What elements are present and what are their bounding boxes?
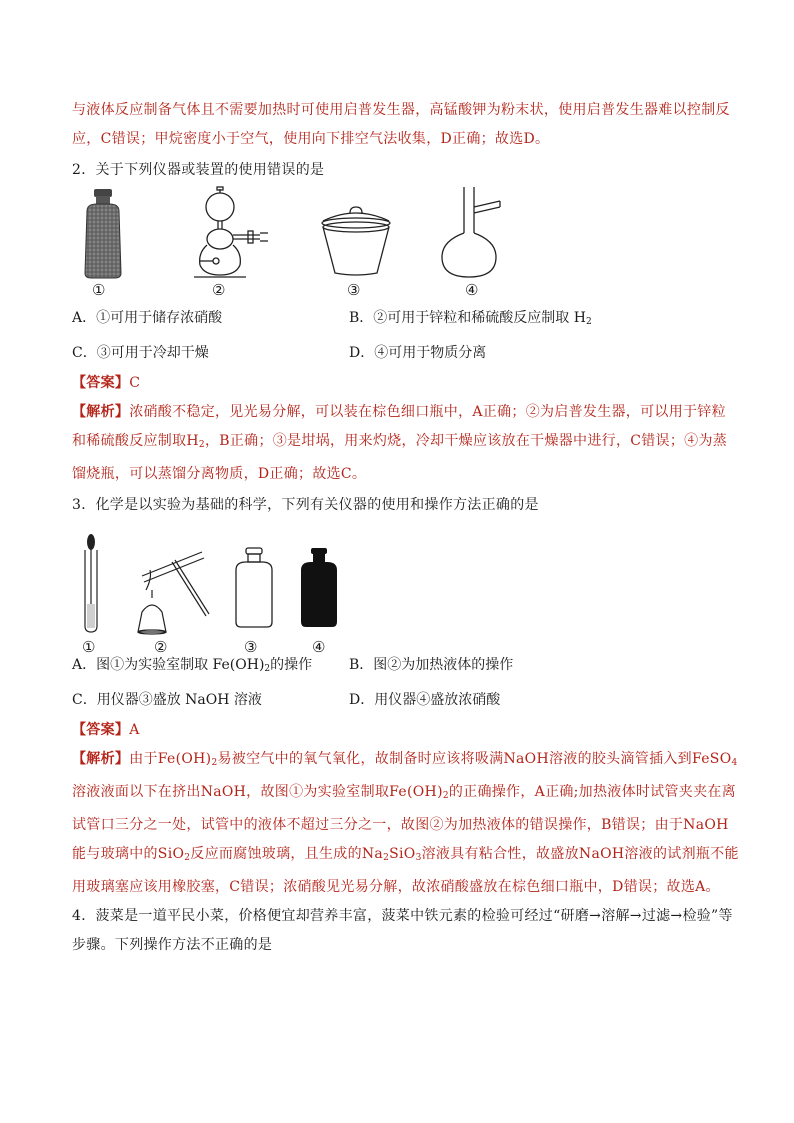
q3-stem: 3．化学是以实验为基础的科学，下列有关仪器的使用和操作方法正确的是: [72, 497, 539, 513]
q3-option-a: A．图①为实验室制取 $Fe(OH)_2$的操作: [72, 657, 313, 674]
test-tube-dropper-icon: [80, 534, 104, 634]
q3-analysis-line-4: 能与玻璃中的SiO$_2$反应而腐蚀玻璃，且生成的$Na_2SiO_3$溶液具有粘合性，故盛放NaOH溶液的试剂瓶不能: [72, 846, 739, 863]
q4-stem-line-1: 4．菠菜是一道平民小菜，价格便宜却营养丰富，菠菜中铁元素的检验可经过“研磨→溶解→过滤→检验”等: [72, 908, 733, 924]
crucible-icon: [317, 207, 395, 277]
q3-fig-label-2: ②: [154, 638, 168, 656]
q3-figures: [72, 520, 722, 656]
clear-bottle-icon: [232, 548, 276, 628]
intro-line-2: 应，C错误；甲烷密度小于空气，使用向下排空气法收集，D正确；故选D。: [72, 131, 550, 147]
reagent-bottle-icon: [77, 189, 129, 279]
q3-analysis-line-3: 试管口三分之一处，试管中的液体不超过三分之一，故图②为加热液体的错误操作，B错误；由于NaOH: [72, 817, 729, 833]
q2-fig-label-4: ④: [465, 281, 479, 299]
distillation-flask-icon: [442, 187, 512, 279]
q3-analysis-line-2: 溶液液面以下在挤出NaOH，故图①为实验室制取$Fe(OH)_2$的正确操作，A正确;加热液体时试管夹夹在离: [72, 784, 736, 801]
q3-analysis-line-1: 【解析】由于$Fe(OH)_2$易被空气中的氧气氧化，故制备时应该将吸满NaOH溶液的胶头滴管插入到FeSO$_4$: [72, 751, 738, 768]
q3-fig-label-1: ①: [82, 638, 96, 656]
q3-answer: 【答案】A: [72, 722, 140, 738]
q2-figures: [72, 185, 722, 303]
q2-option-b: B．②可用于锌粒和稀硫酸反应制取 $H_2$: [349, 310, 592, 327]
q2-option-d: D．④可用于物质分离: [349, 345, 487, 361]
q3-option-b: B．图②为加热液体的操作: [349, 657, 514, 673]
q2-stem: 2．关于下列仪器或装置的使用错误的是: [72, 162, 325, 178]
q3-fig-label-4: ④: [312, 638, 326, 656]
heating-tube-lamp-icon: [132, 540, 212, 635]
page-content: [72, 96, 739, 960]
q2-options-row-2: [72, 338, 722, 369]
q2-option-a: A．①可用于储存浓硝酸: [72, 310, 223, 326]
q2-fig-label-3: ③: [347, 281, 361, 299]
q2-analysis-line-1: 【解析】浓硝酸不稳定，见光易分解，可以装在棕色细口瓶中，A正确；②为启普发生器，可以用于锌粒: [72, 404, 726, 420]
q2-option-c: C．③可用于冷却干燥: [72, 345, 209, 361]
q3-fig-label-3: ③: [244, 638, 258, 656]
q2-answer: 【答案】C: [72, 375, 141, 391]
q2-options-row-1: [72, 303, 722, 338]
kipp-generator-icon: [190, 189, 278, 279]
intro-line-1: 与液体反应制备气体且不需要加热时可使用启普发生器，高锰酸钾为粉末状，使用启普发生器难以控制反: [72, 102, 730, 118]
dark-bottle-icon: [297, 548, 341, 628]
q3-option-d: D．用仪器④盛放浓硝酸: [349, 692, 501, 708]
q2-analysis-line-2: 和稀硫酸反应制取$H_2$，B正确；③是坩埚，用来灼烧，冷却干燥应该放在干燥器中进行，C错误；④为蒸: [72, 433, 728, 450]
q2-fig-label-2: ②: [212, 281, 226, 299]
q2-analysis-line-3: 馏烧瓶，可以蒸馏分离物质，D正确；故选C。: [72, 466, 367, 482]
q3-option-c: C．用仪器③盛放 NaOH 溶液: [72, 692, 262, 708]
q2-fig-label-1: ①: [92, 281, 106, 299]
q3-options-row-1: [72, 650, 722, 685]
q3-options-row-2: [72, 685, 722, 716]
q3-analysis-line-5: 用玻璃塞应该用橡胶塞，C错误；浓硝酸见光易分解，故浓硝酸盛放在棕色细口瓶中，D错误；故选A。: [72, 879, 720, 895]
q4-stem-line-2: 步骤。下列操作方法不正确的是: [72, 937, 273, 953]
